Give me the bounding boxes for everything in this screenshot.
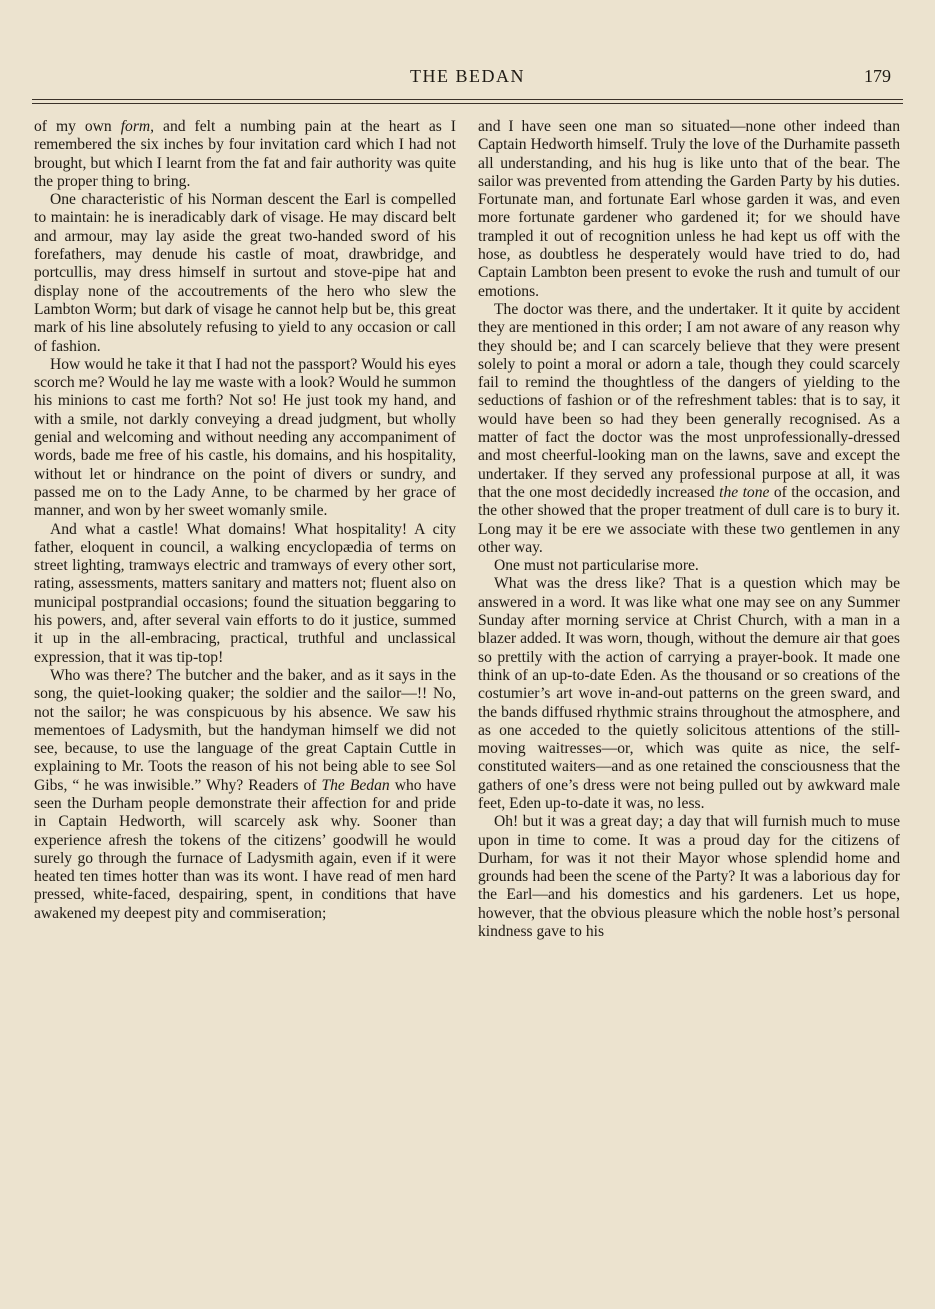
running-header [32,56,903,96]
left-column [34,118,456,923]
paragraph: What was the dress like? That is a question which may be answered in a word. It was like what one may see on any Summer Sunday after morning service at Christ Church, with a man in a blazer added. It was worn, though, without the demure air that goes so prettily with the action of carrying a prayer-book. It made one think of an up-to-date Eden. As the thousand or so creations of the costumier’s art wove in-and-out patterns on the green sward, and the bands diffused rhythmic strains throughout the atmosphere, and as one acceded to the quietly solicitous attentions of the still-moving waitresses—or, which was quite as nice, the self-constituted waiters—and as one retained the consciousness that the gathers of one’s dress were not being pulled out by awkward male feet, Eden up-to-date it was, no less. [478,575,900,812]
header-rule-top [32,99,903,100]
emphasis: The Bedan [321,776,390,794]
page-number: 179 [864,66,891,86]
paragraph: of my own form, and felt a numbing pain at the heart as I remembered the six inches by four invitation card which I had not brought, but which I learnt from the fat and fair authority was quite the proper thing to bring. [34,118,456,190]
paragraph: Oh! but it was a great day; a day that will furnish much to muse upon in time to come. It was a proud day for the citizens of Durham, for was it not their Mayor whose splendid home and grounds had been the scene of the Party? It was a laborious day for the Earl—and his domestics and his gardeners. Let us hope, however, that the obvious pleasure which the noble host’s personal kindness gave to his [478,813,900,941]
right-column [478,118,900,941]
page-title: THE BEDAN [410,66,525,86]
header-rule-bottom [32,103,903,104]
paragraph: How would he take it that I had not the passport? Would his eyes scorch me? Would he lay me waste with a look? Would he summon his minions to cast me forth? Not so! He just took my hand, and with a smile, not darkly conveying a dread judgment, but wholly genial and welcoming and without needing any accompaniment of words, bade me free of his castle, his domains, and his hospitality, without let or hindrance on the point of divers or sundry, and passed me on to the Lady Anne, to be charmed by her grace of manner, and won by her sweet womanly smile. [34,355,456,520]
paragraph: One must not particularise more. [494,557,699,575]
paragraph: and I have seen one man so situated—none other indeed than Captain Hedworth himself. Truly the love of the Durhamite passeth all understanding, and his hug is like unto that of the bear. The sailor was prevented from attending the Garden Party by his duties. Fortunate man, and fortunate Earl whose garden it was, and even more fortunate gardener who gardened it; for we should have trampled it out of recognition unless he had kept us off with the hose, as doubtless he desperately would have tried to do, had Captain Lambton been present to evoke the rush and tumult of our emotions. [478,118,900,300]
paragraph: The doctor was there, and the undertaker. It it quite by accident they are mentioned in this order; I am not aware of any reason why they should be; and I can scarcely believe that they were present solely to point a moral or adorn a tale, though they could scarcely fail to remind the thoughtless of the dangers of yielding to the seductions of fashion or of the refreshment tables: that is to say, it would have been so had they been generally recognised. As a matter of fact the doctor was the most unprofessionally-dressed and most cheerful-looking man on the lawns, save and except the undertaker. If they served any professional purpose at all, it was that the one most decidedly increased the tone of the occasion, and the other showed that the proper treatment of dull care is to bury it. Long may it be ere we associate with these two gentlemen in any other way. [478,300,901,556]
paragraph: One characteristic of his Norman descent the Earl is compelled to maintain: he is ineradicably dark of visage. He may discard belt and armour, may lay aside the great two-handed sword of his forefathers, may denude his castle of moat, drawbridge, and portcullis, may dress himself in surtout and stove-pipe hat and display none of the accoutrements of the hero who slew the Lambton Worm; but dark of visage he cannot help but be, this great mark of his line absolutely refusing to yield to any occasion or call of fashion. [34,191,456,355]
emphasis: form, [120,118,155,135]
paragraph: Who was there? The butcher and the baker, and as it says in the song, the quiet-looking quaker; the soldier and the sailor—!! No, not the sailor; he was conspicuous by his absence. We saw his mementoes of Ladysmith, but the handyman himself we did not see, because, to use the language of the great Captain Cuttle in explaining to Mr. Toots the reason of his not being able to see Sol Gibs, “ he was inwisible.” Why? Readers of The Bedan who have seen the Durham people demonstrate their affection for and pride in Captain Hedworth, will scarcely ask why. Sooner than experience afresh the tokens of the citizens’ goodwill he would surely go through the furnace of Ladysmith again, even if it were heated ten times hotter than was its wont. I have read of men hard pressed, white-faced, despairing, spent, in conditions that have awakened my deepest pity and commiseration; [34,666,456,922]
paragraph: And what a castle! What domains! What hospitality! A city father, eloquent in council, a walking encyclopædia of terms on street lighting, tramways electric and tramways of every other sort, rating, assessments, matters sanitary and matters not; fluent also on municipal postprandial occasions; found the situation beggaring to his powers, and, after several vain efforts to do it justice, summed it up in the all-embracing, practical, truthful and unclassical expression, that it was tip-top! [34,520,456,666]
emphasis: the tone [719,483,770,501]
